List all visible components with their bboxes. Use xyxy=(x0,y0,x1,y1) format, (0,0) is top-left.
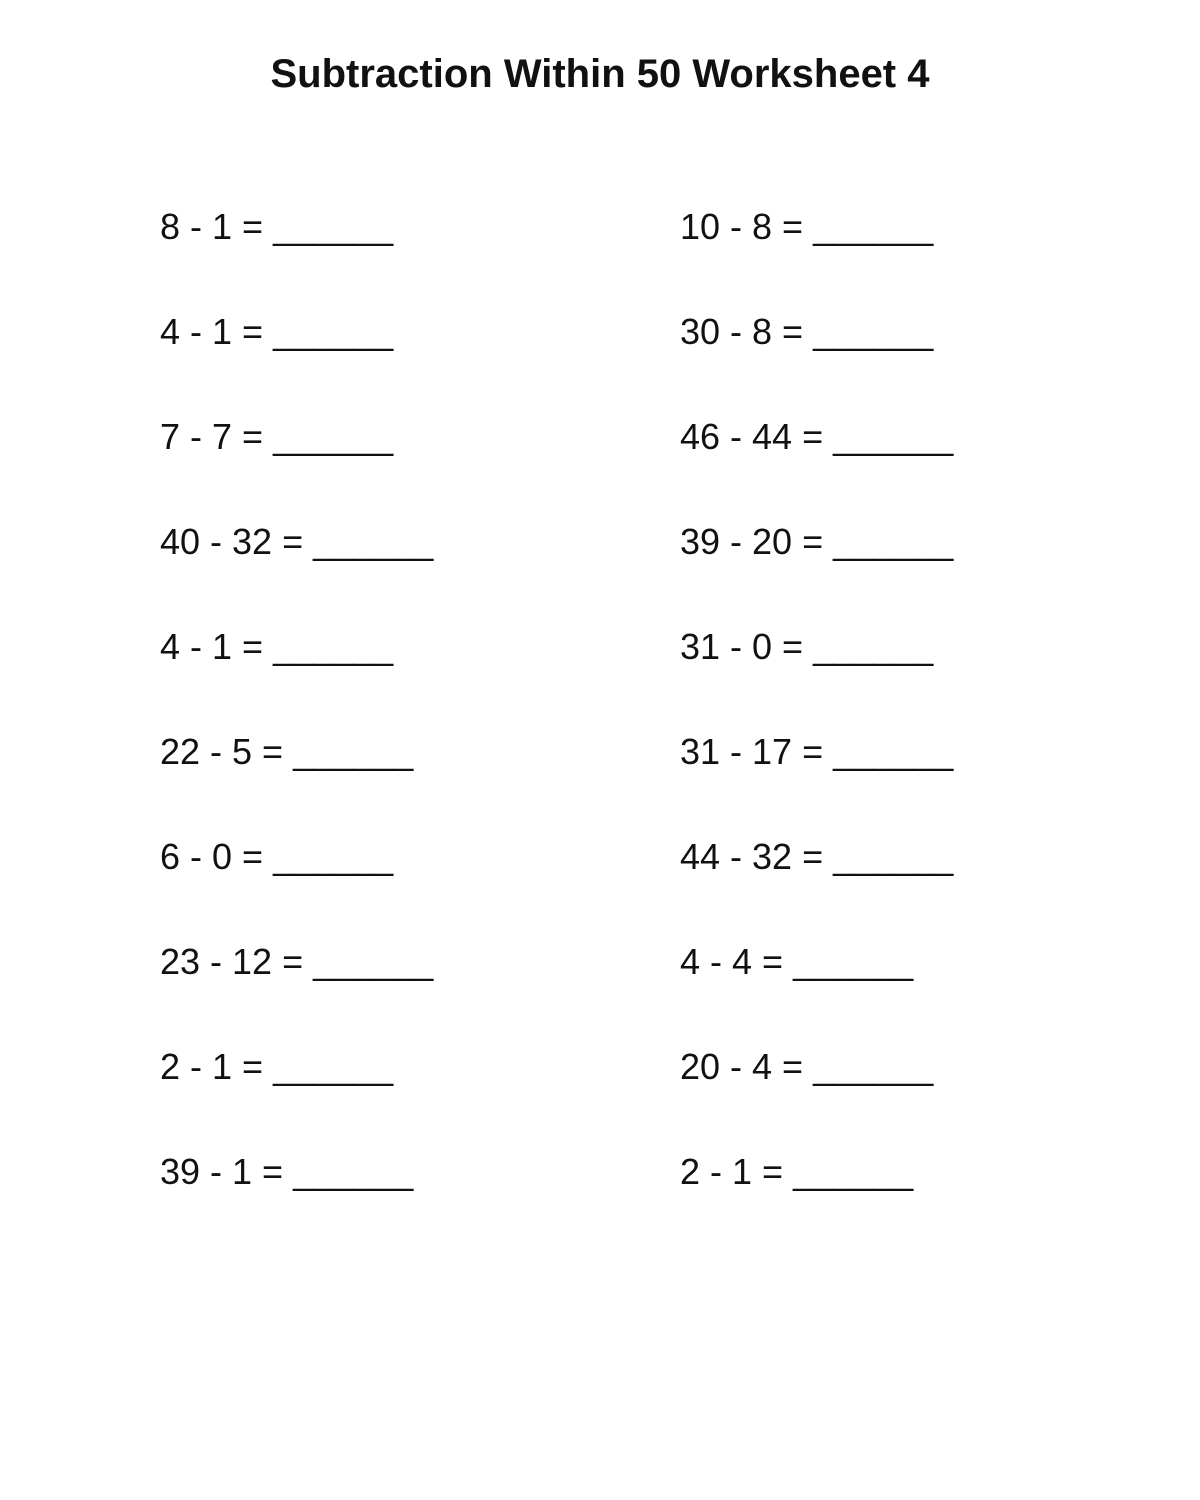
problem-20: 2 - 1 = ______ xyxy=(680,1151,914,1192)
problem-4: 30 - 8 = ______ xyxy=(680,311,934,352)
problem-13: 6 - 0 = ______ xyxy=(160,836,394,877)
worksheet-title: Subtraction Within 50 Worksheet 4 xyxy=(270,52,930,96)
problem-16: 4 - 4 = ______ xyxy=(680,941,914,982)
problem-1: 8 - 1 = ______ xyxy=(160,206,394,247)
problem-3: 4 - 1 = ______ xyxy=(160,311,394,352)
problem-10: 31 - 0 = ______ xyxy=(680,626,934,667)
problem-5: 7 - 7 = ______ xyxy=(160,416,394,457)
problem-19: 39 - 1 = ______ xyxy=(160,1151,414,1192)
problem-grid xyxy=(160,200,1060,1250)
problem-18: 20 - 4 = ______ xyxy=(680,1046,934,1087)
problem-7: 40 - 32 = ______ xyxy=(160,521,434,562)
problem-8: 39 - 20 = ______ xyxy=(680,521,954,562)
problem-12: 31 - 17 = ______ xyxy=(680,731,954,772)
problem-17: 2 - 1 = ______ xyxy=(160,1046,394,1087)
problem-9: 4 - 1 = ______ xyxy=(160,626,394,667)
problem-6: 46 - 44 = ______ xyxy=(680,416,954,457)
problem-14: 44 - 32 = ______ xyxy=(680,836,954,877)
problem-11: 22 - 5 = ______ xyxy=(160,731,414,772)
problem-15: 23 - 12 = ______ xyxy=(160,941,434,982)
problem-2: 10 - 8 = ______ xyxy=(680,206,934,247)
